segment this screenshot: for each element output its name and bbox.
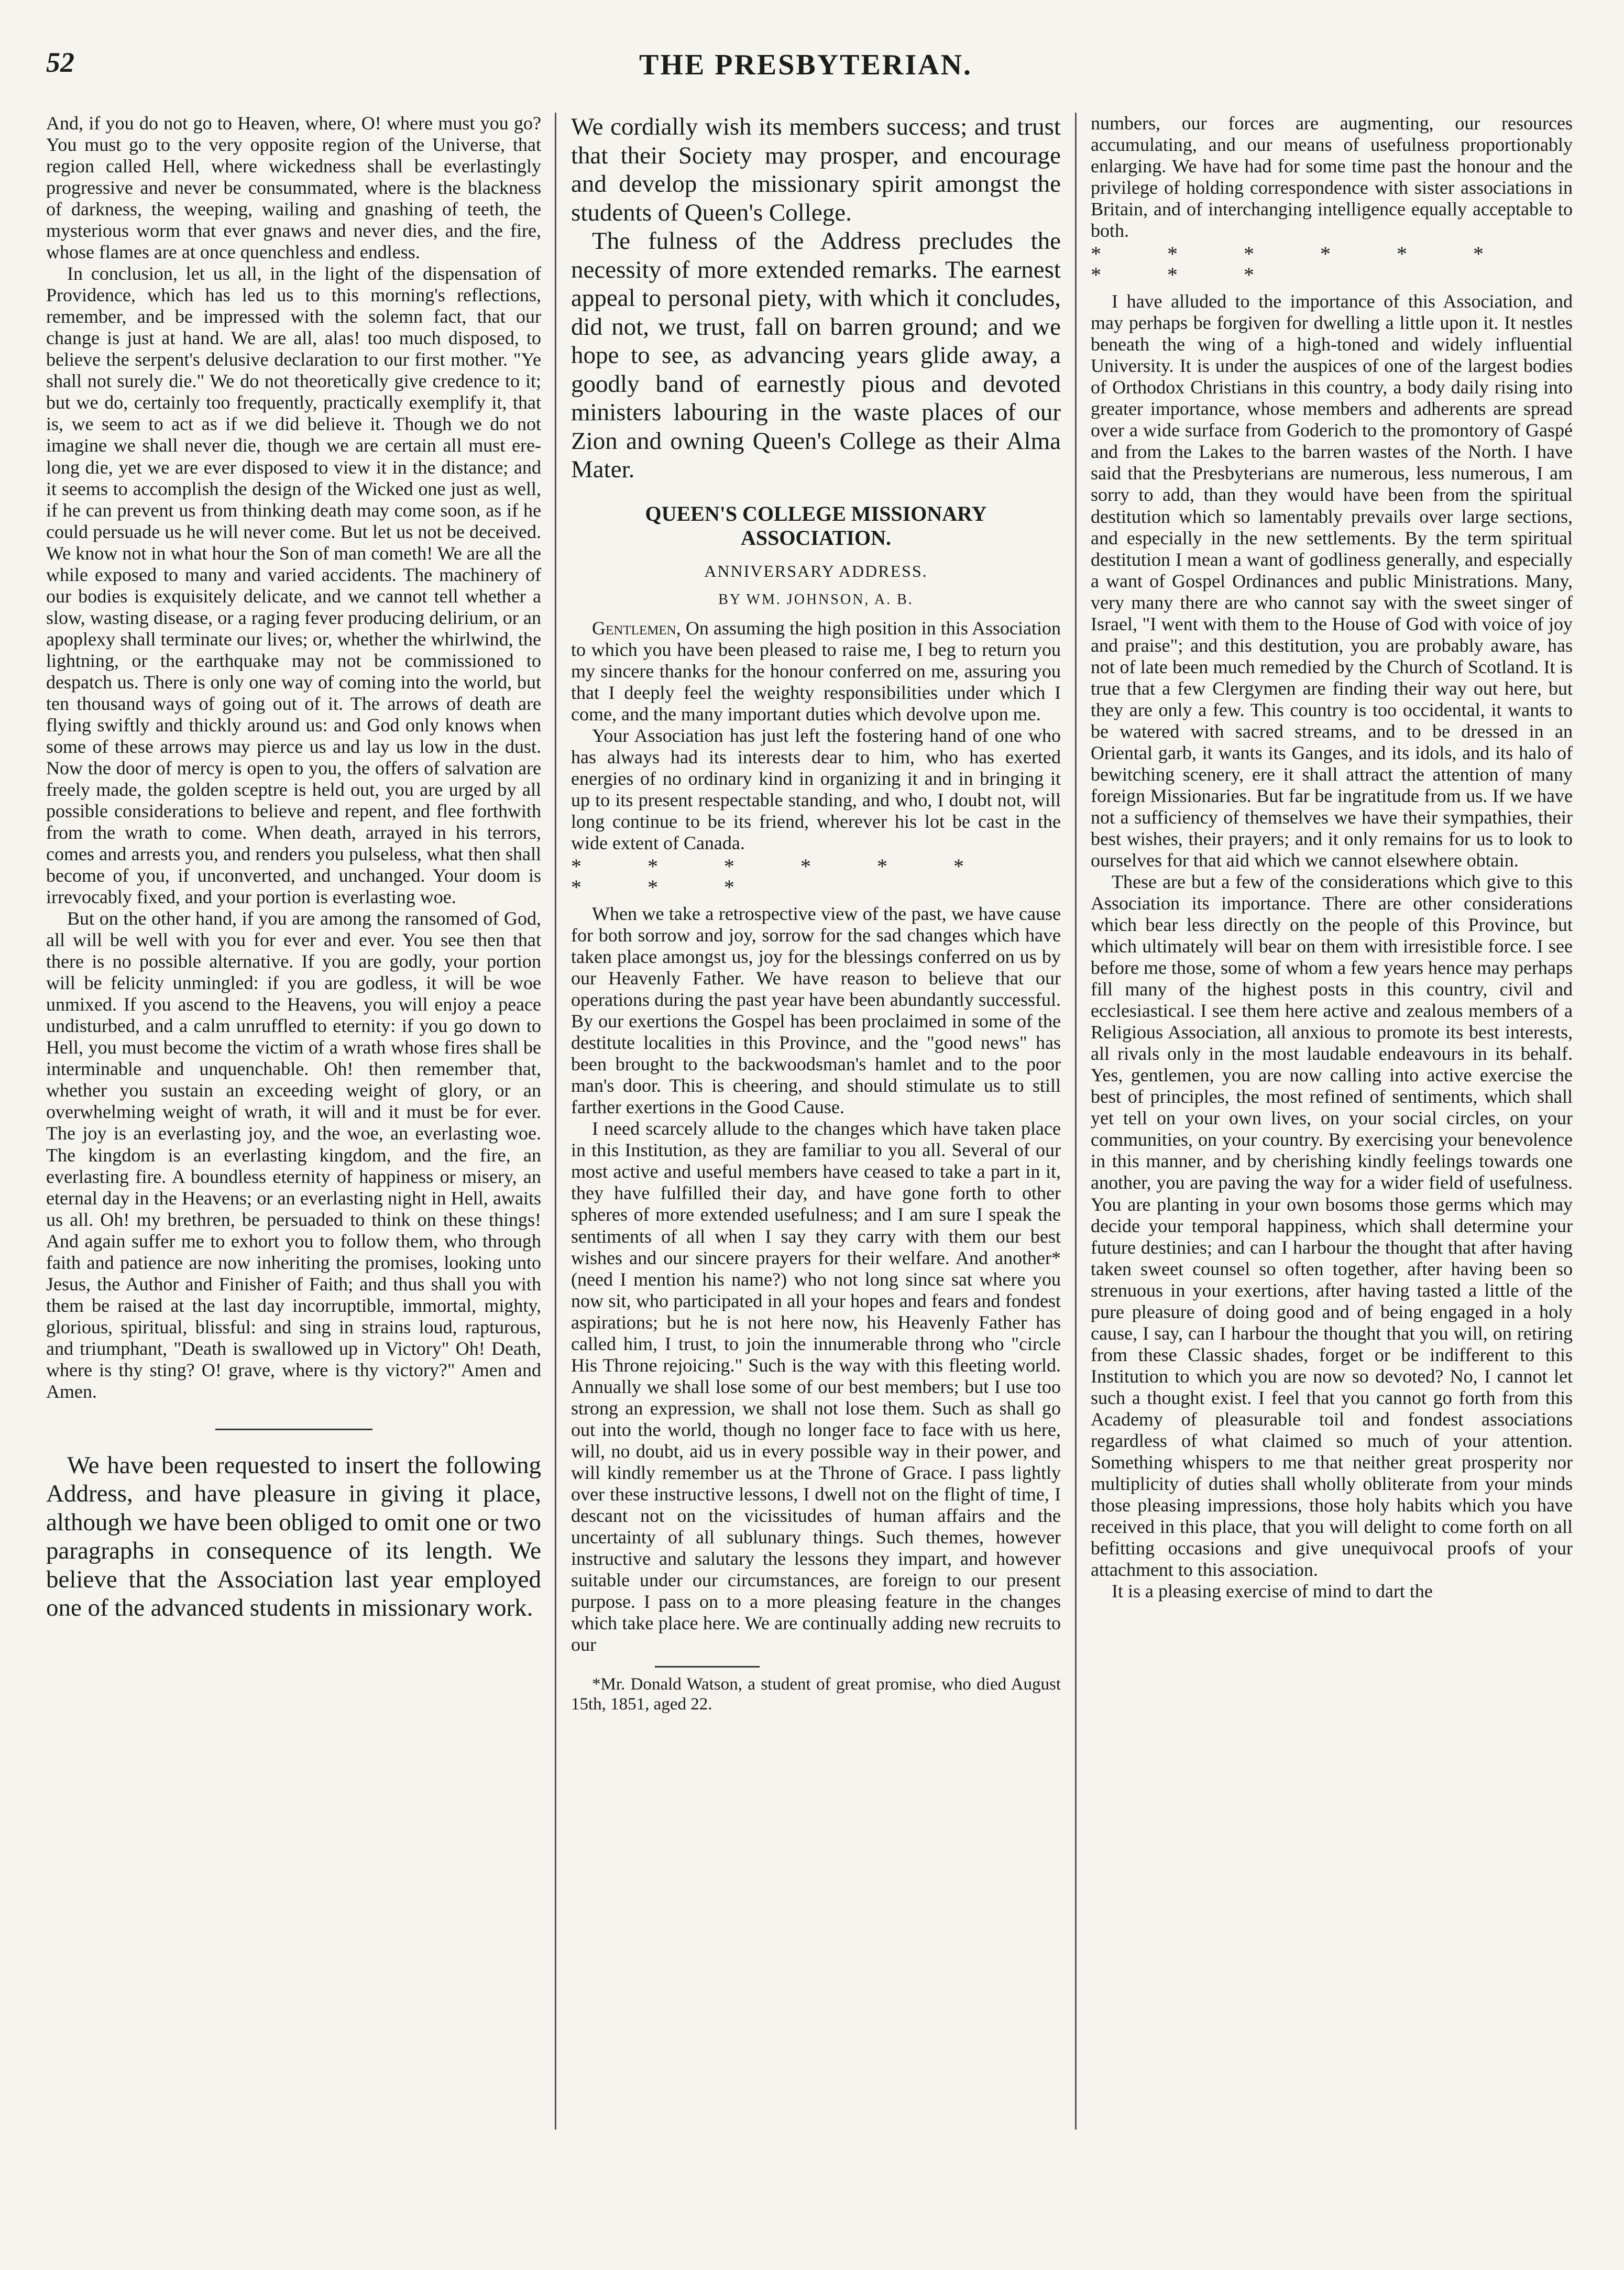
address-text: On assuming the high position in this Association to which you have been pleased to raise me, I beg to return you my sincere thanks for the honour conferred on me, assuring you that I deeply feel the weighty responsibilities under which I come, and the many important duties which devolve upon me. <box>571 617 1061 725</box>
editorial-paragraph: The fulness of the Address precludes the necessity of more extended remarks. The earnest appeal to personal piety, with which it concludes, did not, we trust, fall on barren ground; and we hope to see, as advancing years glide away, a goodly band of earnestly pious and devoted ministers labouring in the waste places of our Zion and owning Queen's College as their Alma Mater. <box>571 227 1061 484</box>
sermon-paragraph: And, if you do not go to Heaven, where, O! where must you go? You must go to the very opposite region of the Universe, that region called Hell, where wickedness shall be everlastingly progressive and never be consummated, where is the blackness of darkness, the weeping, wailing and gnashing of teeth, the mysterious worm that ever gnaws and never dies, and the fire, whose flames are at once quenchless and endless. <box>46 113 541 263</box>
salutation: Gentlemen, <box>592 617 681 639</box>
column-2 <box>571 113 1061 2219</box>
address-paragraph: I need scarcely allude to the changes which have taken place in this Institution, as they are familiar to you all. Several of our most active and useful members have ceased to take a part in it, they have fulfilled their day, and have gone forth to other spheres of more extended usefulness; and I am sure I speak the sentiments of all when I say they carry with them our best wishes and our sincere prayers for their welfare. And another* (need I mention his name?) who not long since sat where you now sit, who participated in all your hopes and fears and fondest aspirations; but he is not here now, his Heavenly Father has called him, I trust, to join the innumerable throng who "circle His Throne rejoicing." Such is the way with this fleeting world. Annually we shall lose some of our best members; but I use too strong an expression, we shall not lose them. Such as shall go out into the world, though no longer face to face with us here, will, no doubt, aid us in every possible way in their power, and will kindly remember us at the Throne of Grace. I pass lightly over these instructive lessons, I dwell not on the flight of time, I descant not on the vicissitudes of human affairs and the uncertainty of all sublunary things. Such themes, however instructive and salutary the lessons they impart, and however suitable under our circumstances, are foreign to our present purpose. I pass on to a more pleasing feature in the changes which take place here. We are continually adding new recruits to our <box>571 1118 1061 1655</box>
column-rule-left <box>555 113 556 2130</box>
address-paragraph: I have alluded to the importance of this Association, and may perhaps be forgiven for dwelling a little upon it. It nestles beneath the wing of a high-toned and widely influential University. It is under the auspices of one of the largest bodies of Orthodox Christians in this country, a body daily rising into greater importance, whose members and adherents are spread over a wide surface from Goderich to the promontory of Gaspé and from the Lakes to the barren wastes of the North. I have said that the Presbyterians are numerous, less numerous, I am sorry to add, than they would have been from the spiritual destitution which so lamentably prevails over large sections, and especially in the new settlements. By the term spiritual destitution I mean a want of godliness generally, and especially a want of Gospel Ordinances and public Ministrations. Many, very many there are who cannot say with the sweet singer of Israel, "I went with them to the House of God with voice of joy and praise"; and this destitution, you are probably aware, has not of late been much remedied by the Church of Scotland. It is true that a few Clergymen are finding their way out here, but they are only a few. This country is too occidental, it wants to be watered with sacred streams, and to be dressed in an Oriental garb, it wants its Ganges, and its idols, and its halo of bewitching scenery, ere it shall attract the attention of many foreign Missionaries. But far be ingratitude from us. If we have not a sufficiency of themselves we have their sympathies, their best wishes, their prayers; and it only remains for us to look to ourselves for that aid which we cannot elsewhere obtain. <box>1091 291 1573 871</box>
address-paragraph: numbers, our forces are augmenting, our resources accumulating, and our means of usefulness proportionably enlarging. We have had for some time past the honour and the privilege of holding correspondence with sister associations in Britain, and of interchanging intelligence equally acceptable to both. <box>1091 113 1573 242</box>
article-title: QUEEN'S COLLEGE MISSIONARY ASSOCIATION. <box>645 501 987 550</box>
sermon-paragraph: But on the other hand, if you are among the ransomed of God, all will be well with you for ever and ever. You see then that there is no possible alternative. If you are godly, your portion will be felicity unmingled: if you are godless, it will be woe unmixed. If you ascend to the Heavens, you will enjoy a peace undisturbed, and a calm unruffled to eternity: if you go down to Hell, you must become the victim of a wrath whose fires shall be interminable and unquenchable. Oh! then remember that, whether you sustain an exceeding weight of glory, or an overwhelming weight of wrath, it will and it must be for ever. The joy is an everlasting joy, and the woe, an everlasting woe. The kingdom is an everlasting kingdom, and the fire, an everlasting fire. A boundless eternity of happiness or misery, an eternal day in the Heavens; or an everlasting night in Hell, awaits us all. Oh! my brethren, be persuaded to think on these things! And again suffer me to exhort you to follow them, who through faith and patience are now inheriting the promises, looking unto Jesus, the Author and Finisher of Faith; and thus shall you with them be raised at the last day incorruptible, immortal, mighty, glorious, spiritual, blissful: and sing in strains loud, rapturous, and triumphant, "Death is swallowed up in Victory" Oh! Death, where is thy sting? O! grave, where is thy victory?" Amen and Amen. <box>46 908 541 1402</box>
omission-stars: * * * * * * * * * <box>1091 242 1514 287</box>
column-3 <box>1091 113 1573 2219</box>
article-subtitle: ANNIVERSARY ADDRESS. <box>704 561 928 580</box>
footnote-rule <box>655 1666 760 1668</box>
column-1 <box>46 113 541 2219</box>
editorial-paragraph: We have been requested to insert the following Address, and have pleasure in giving it place, although we have been obliged to omit one or two paragraphs in consequence of its length. We believe that the Association last year employed one of the advanced students in missionary work. <box>46 1451 541 1622</box>
article-byline: BY WM. JOHNSON, A. B. <box>718 591 914 608</box>
running-title: THE PRESBYTERIAN. <box>639 49 973 81</box>
address-paragraph: It is a pleasing exercise of mind to dart the <box>1112 1581 1433 1602</box>
footnote: *Mr. Donald Watson, a student of great promise, who died August 15th, 1851, aged 22. <box>571 1675 1061 1714</box>
address-paragraph: When we take a retrospective view of the past, we have cause for both sorrow and joy, sorrow for the sad changes which have taken place amongst us, joy for the blessings conferred on us by our Heavenly Father. We have reason to believe that our operations during the past year have been abundantly successful. By our exertions the Gospel has been proclaimed in some of the destitute localities in this Province, and the "good news" has been brought to the backwoodsman's hamlet and to the poor man's door. This is cheering, and should stimulate us to still farther exertions in the Good Cause. <box>571 903 1061 1118</box>
editorial-continued <box>571 113 1061 484</box>
editorial-intro <box>46 1451 541 1622</box>
page-header <box>46 41 1565 98</box>
address-paragraph: These are but a few of the considerations which give to this Association its importance. There are other considerations which bear less directly on the people of this Province, but which ultimately will bear on them with irresistible force. I see before me those, some of whom a few years hence may perhaps fill many of the highest posts in this country, civil and ecclesiastical. I see them here active and zealous members of a Religious Association, all anxious to promote its best interests, all rivals only in the most laudable endeavours in its behalf. Yes, gentlemen, you are now calling into active exercise the best of principles, the most refined of sentiments, which shall yet tell on your own lives, on your social circles, on your communities, on your country. By exercising your benevolence in this manner, and by cherishing kindly feelings towards one another, you are paving the way for a wider field of usefulness. You are planting in your own bosoms those germs which may decide your temporal happiness, which shall determine your future destinies; and can I harbour the thought that after having taken sweet counsel so often together, after having been so strenuous in your exertions, after having tasted a little of the pure pleasure of doing good and of being engaged in a holy cause, I say, can I harbour the thought that you will, on retiring from these Classic shades, forget or be indifferent to this Institution to which you are now so devoted? No, I cannot let such a thought exist. I feel that you cannot go forth from this Academy of pleasurable toil and fondest associations regardless of what claimed so much of your attention. Something whispers to me that neither great prosperity nor multiplicity of duties shall wholly obliterate from your minds those pleasing impressions, those holy habits which you have received in this place, that you will delight to come forth on all befitting occasions and give unequivocal proofs of your attachment to this association. <box>1091 871 1573 1581</box>
section-divider <box>215 1429 372 1430</box>
address-paragraph: Your Association has just left the fostering hand of one who has always had its interests dear to him, who has exerted energies of no ordinary kind in organizing it and in bringing it up to its present respectable standing, and who, I doubt not, will long continue to be its friend, wherever his lot be cast in the wide extent of Canada. <box>571 725 1061 854</box>
column-rule-right <box>1075 113 1077 2130</box>
sermon-paragraph: In conclusion, let us all, in the light of the dispensation of Providence, which has led us to this morning's reflections, remember, and be impressed with the solemn fact, that our change is just at hand. We are all, alas! too much disposed, to believe the serpent's delusive declaration to our first mother. "Ye shall not surely die." We do not theoretically give credence to it; but we do, certainly too frequently, practically exemplify it, that is, we seem to act as if we did believe it. Though we do not imagine we shall never die, though we are certain all must ere-long die, yet we are ever disposed to view it in the distance; and it seems to accomplish the design of the Wicked one just as well, if he can prevent us from thinking death may come soon, as if he could persuade us he will never come. But let us not be deceived. We know not in what hour the Son of man cometh! We are all the while exposed to many and varied accidents. The machinery of our bodies is exquisitely delicate, and we cannot tell whether a slow, wasting disease, or a raging fever producing delirium, or an apoplexy shall terminate our lives; or, whether the whirlwind, the lightning, or the earthquake may not be commissioned to despatch us. There is only one way of coming into the world, but ten thousand ways of going out of it. The arrows of death are flying swiftly and thickly around us: and God only knows when some of these arrows may pierce us and lay us low in the dust. Now the door of mercy is open to you, the offers of salvation are freely made, the golden sceptre is held out, you are urged by all possible considerations to believe and repent, and flee forthwith from the wrath to come. When death, arrayed in his terrors, comes and arrests you, and renders you pulseless, what then shall become of you, if unconverted, and unchanged. Your doom is irrevocably fixed, and your portion is everlasting woe. <box>46 263 541 908</box>
editorial-paragraph: We cordially wish its members success; and trust that their Society may prosper, and encourage and develop the missionary spirit amongst the students of Queen's College. <box>571 113 1061 226</box>
address-paragraph <box>571 618 1061 725</box>
page-number: 52 <box>46 47 74 78</box>
omission-stars: * * * * * * * * * <box>571 854 994 900</box>
